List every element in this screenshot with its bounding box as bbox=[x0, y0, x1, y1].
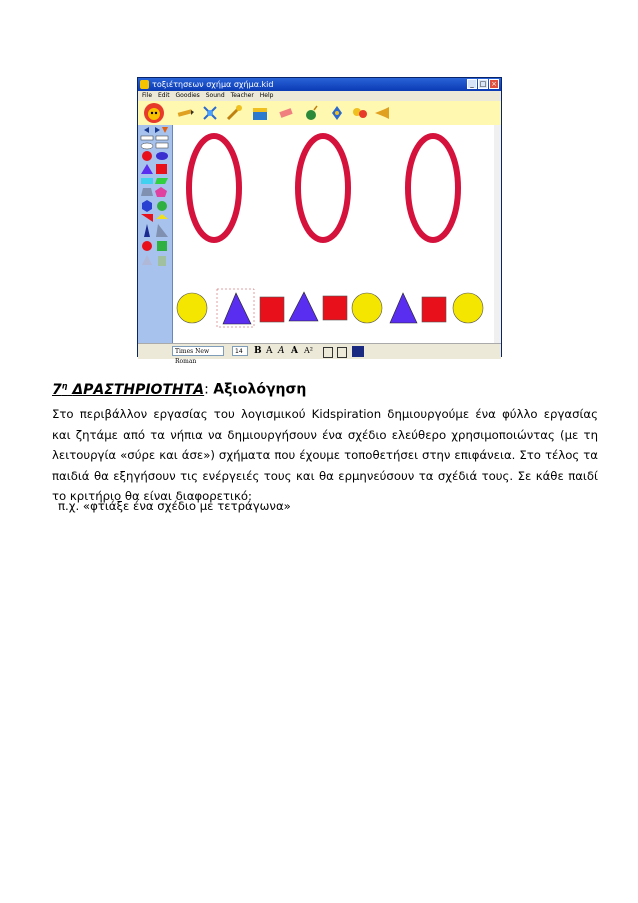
eraser-icon[interactable] bbox=[277, 104, 295, 122]
menu-help[interactable]: Help bbox=[259, 92, 274, 99]
link-icon[interactable] bbox=[225, 104, 243, 122]
menu-bar bbox=[138, 91, 501, 101]
activity-example: π.χ. «φτιάξε ένα σχέδιο με τετράγωνα» bbox=[58, 499, 291, 513]
bomb-icon[interactable] bbox=[302, 104, 320, 122]
purple-triangle bbox=[289, 292, 318, 321]
window-titlebar bbox=[138, 78, 501, 91]
maximize-button[interactable]: □ bbox=[479, 80, 487, 88]
font-name-select[interactable]: Times New Roman bbox=[172, 346, 224, 356]
close-button[interactable]: × bbox=[489, 79, 499, 89]
yellow-circle bbox=[453, 293, 483, 323]
red-square bbox=[422, 297, 446, 322]
red-oval bbox=[189, 136, 239, 240]
app-icon bbox=[140, 80, 149, 89]
treasure-chest-icon[interactable] bbox=[251, 104, 269, 122]
red-oval bbox=[298, 136, 348, 240]
workspace-canvas[interactable] bbox=[173, 125, 496, 343]
italic-button[interactable]: A bbox=[278, 346, 285, 356]
trumpet-icon[interactable] bbox=[373, 104, 391, 122]
activity-heading bbox=[52, 377, 306, 399]
formatting-bar bbox=[138, 343, 501, 365]
superscript-button[interactable]: A² bbox=[304, 346, 313, 355]
mascot-icon[interactable] bbox=[140, 102, 168, 124]
menu-edit[interactable]: Edit bbox=[157, 92, 170, 99]
yellow-circle bbox=[352, 293, 382, 323]
yellow-circle bbox=[177, 293, 207, 323]
puzzle-icon[interactable] bbox=[351, 104, 369, 122]
red-oval bbox=[408, 136, 458, 240]
note-icon[interactable] bbox=[352, 346, 364, 357]
activity-description: Στο περιβάλλον εργασίας του λογισμικού Kidspiration δημιουργούμε ένα φύλλο εργασίας και ζητάμε από τα νήπια να δημιουργήσουν ένα σχέδιο ελεύθερο χρησιμοποιώντας (με τη λειτουργία «σύρε και άσε») σχήματα που έχουμε τοποθετήσει στην επιφάνεια. Στο τέλος τα παιδιά θα εξηγήσουν τις ενέργειές τους και θα ερμηνεύσουν τα σχέδιά τους. Σε κάθε παιδί το κριτήριο θα είναι διαφορετικό: bbox=[52, 407, 598, 503]
purple-triangle bbox=[223, 293, 251, 324]
activity-subtitle: Αξιολόγηση bbox=[213, 381, 307, 398]
activity-title: ΔΡΑΣΤΗΡΙΟΤΗΤΑ bbox=[72, 381, 205, 398]
kidspiration-window bbox=[137, 77, 502, 365]
red-square bbox=[323, 296, 347, 320]
shape-palette-icons[interactable] bbox=[138, 125, 172, 343]
menu-sound[interactable]: Sound bbox=[205, 92, 225, 99]
activity-number-suffix: η bbox=[61, 381, 68, 390]
network-icon[interactable] bbox=[201, 104, 219, 122]
text-color-button[interactable]: A bbox=[266, 346, 273, 356]
activity-number: 7 bbox=[52, 381, 62, 398]
menu-file[interactable]: File bbox=[142, 92, 153, 99]
red-square bbox=[260, 297, 284, 322]
toolbar bbox=[138, 101, 501, 126]
canvas-shapes[interactable] bbox=[173, 125, 496, 343]
shape-palette bbox=[138, 125, 173, 343]
menu-goodies[interactable]: Goodies bbox=[175, 92, 200, 99]
minimize-button[interactable]: _ bbox=[467, 79, 477, 89]
bold-button[interactable]: B bbox=[254, 346, 262, 356]
vertical-scrollbar[interactable] bbox=[494, 125, 501, 343]
font-size-select[interactable]: 14 bbox=[232, 346, 248, 356]
pencil-icon[interactable] bbox=[176, 104, 194, 122]
text-style-button[interactable]: A bbox=[291, 346, 298, 356]
window-title: τοξιέτησεων σχήμα σχήμα.kid bbox=[152, 80, 274, 89]
heading-colon: : bbox=[204, 381, 209, 398]
purple-triangle bbox=[390, 293, 417, 323]
align-left-icon[interactable] bbox=[323, 347, 333, 358]
menu-teacher[interactable]: Teacher bbox=[230, 92, 254, 99]
align-center-icon[interactable] bbox=[337, 347, 347, 358]
rocket-icon[interactable] bbox=[328, 104, 346, 122]
